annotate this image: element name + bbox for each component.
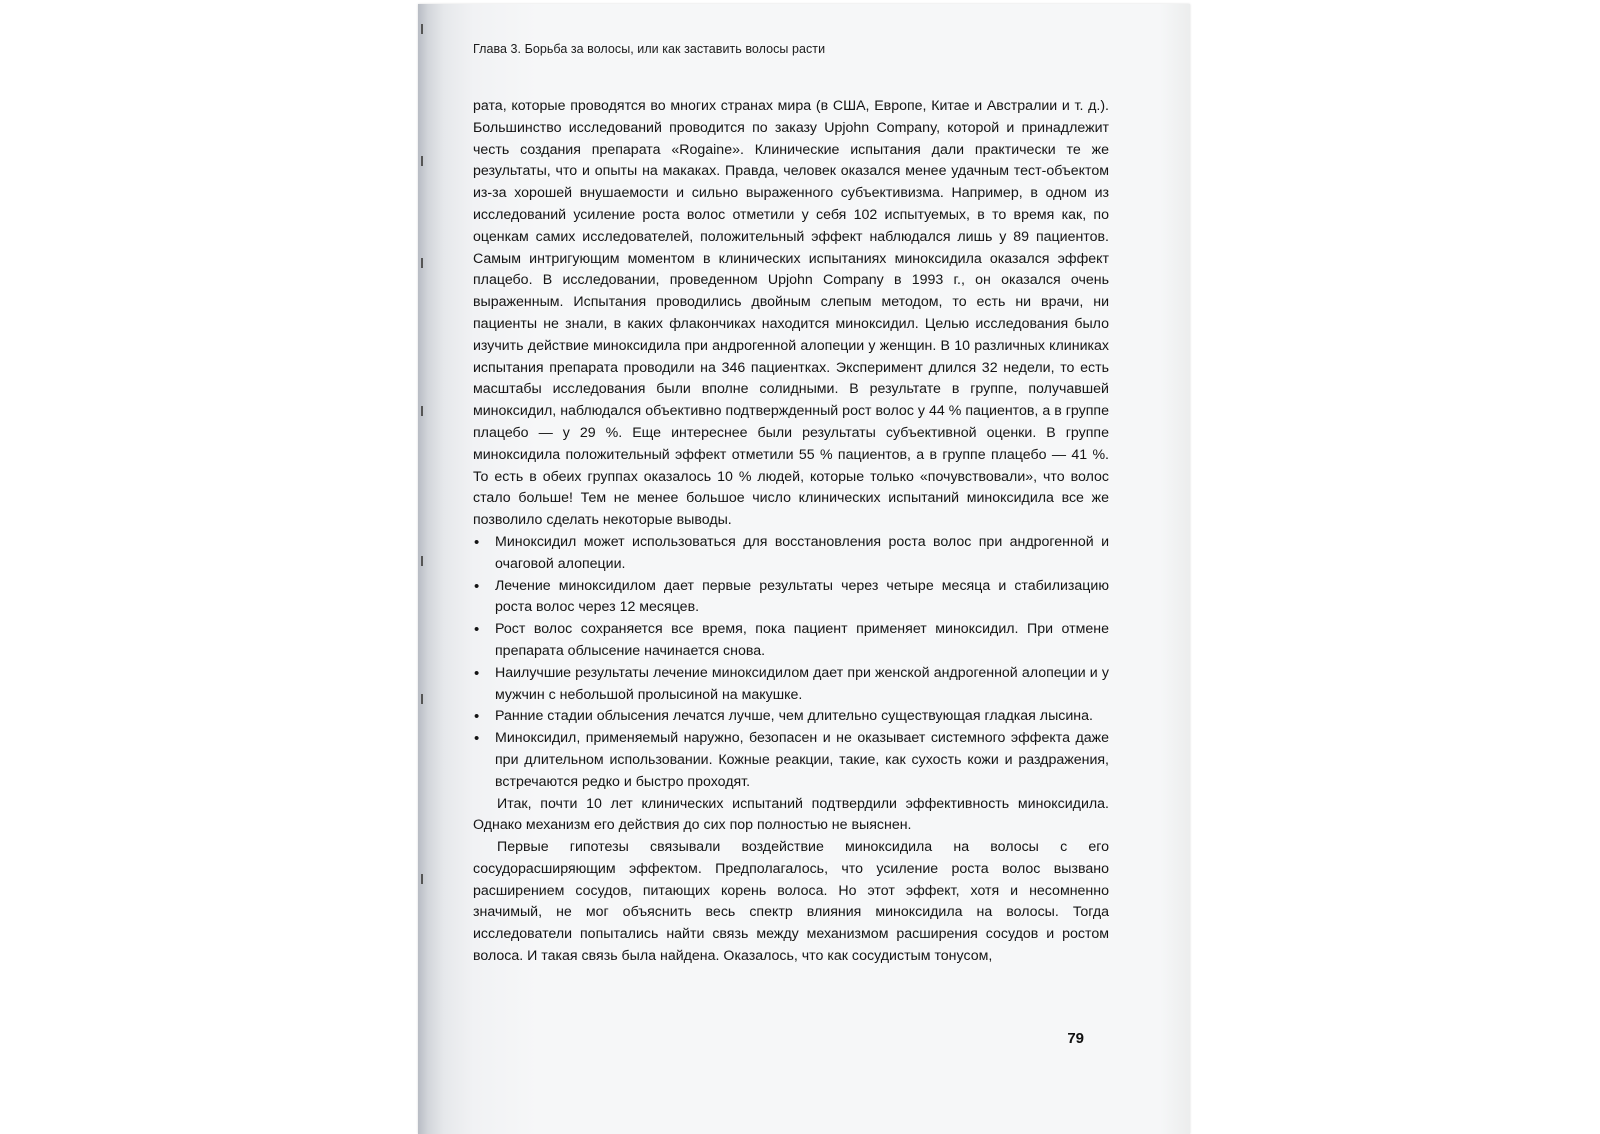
list-item xyxy=(473,532,1109,576)
intro-paragraph: рата, которые проводятся во многих странах мира (в США, Европе, Китае и Австралии и т. д.). Большинство исследований проводится по заказу Upjohn Company, которой и принадлежит честь создания препарата «Rogaine». Клинические испытания дали практически те же результаты, что и опыты на макаках. Правда, человек оказался менее удачным тест-объектом из-за хорошей внушаемости и сильно выраженного субъективизма. Например, в одном из исследований усиление роста волос отметили у себя 102 испытуемых, в то время как, по оценкам самих исследователей, положительный эффект наблюдался лишь у 89 пациентов. Самым интригующим моментом в клинических испытаниях миноксидила оказался эффект плацебо. В исследовании, проведенном Upjohn Company в 1993 г., он оказался очень выраженным. Испытания проводились двойным слепым методом, то есть ни врачи, ни пациенты не знали, в каких флакончиках находится миноксидил. Целью исследования было изучить действие миноксидила при андрогенной алопеции у женщин. В 10 различных клиниках испытания препарата проводили на 346 пациентках. Эксперимент длился 32 недели, то есть масштабы исследования были вполне солидными. В результате в группе, получавшей миноксидил, наблюдался объективно подтвержденный рост волос у 44 % пациентов, а в группе плацебо — у 29 %. Еще интереснее были результаты субъективной оценки. В группе миноксидила положительный эффект отметили 55 % пациентов, а в группе плацебо — 41 %. То есть в обеих группах оказалось 10 % людей, которые только «почувствовали», что волос стало больше! Тем не менее большое число клинических испытаний миноксидила все же позволило сделать некоторые выводы. xyxy=(473,98,1109,529)
book-page xyxy=(418,4,1190,1134)
list-item xyxy=(473,619,1109,663)
bullet-icon: • xyxy=(474,730,480,748)
spine-mark xyxy=(421,156,423,166)
bullet-icon: • xyxy=(474,533,480,551)
list-item-text: Лечение миноксидилом дает первые результаты через четыре месяца и стабилизацию роста волос через 12 месяцев. xyxy=(495,577,1109,616)
list-item-text: Ранние стадии облысения лечатся лучше, чем длительно существующая гладкая лысина. xyxy=(495,708,1093,725)
list-item-text: Миноксидил может использоваться для восстановления роста волос при андрогенной и очаговой алопеции. xyxy=(495,533,1109,572)
list-item-text: Наилучшие результаты лечение миноксидилом дает при женской андрогенной алопеции и у мужчин с небольшой пролысиной на макушке. xyxy=(495,664,1109,703)
spine-mark xyxy=(421,406,423,416)
spine-mark xyxy=(421,24,423,34)
bullet-icon: • xyxy=(474,708,480,726)
bullet-icon: • xyxy=(474,577,480,595)
conclusions-list xyxy=(473,532,1109,794)
bullet-icon: • xyxy=(474,664,480,682)
spine-mark xyxy=(421,258,423,268)
list-item xyxy=(473,576,1109,620)
spine-mark xyxy=(421,874,423,884)
paragraph-hypotheses: Первые гипотезы связывали воздействие миноксидила на волосы с его сосудорасширяющим эффектом. Предполагалось, что усиление роста волос вызвано расширением сосудов, питающих корень волоса. Но этот эффект, хотя и несомненно значимый, не мог объяснить весь спектр влияния миноксидила на волосы. Тогда исследователи попытались найти связь между механизмом расширения сосудов и ростом волоса. И такая связь была найдена. Оказалось, что как сосудистым тонусом, xyxy=(473,839,1109,965)
list-item-text: Рост волос сохраняется все время, пока пациент применяет миноксидил. При отмене препарата облысение начинается снова. xyxy=(495,621,1109,659)
bullet-icon: • xyxy=(474,621,480,639)
list-item xyxy=(473,663,1109,707)
body-text xyxy=(473,96,1109,968)
list-item xyxy=(473,728,1109,793)
running-head: Глава 3. Борьба за волосы, или как заставить волосы расти xyxy=(473,42,826,56)
list-item-text: Миноксидил, применяемый наружно, безопасен и не оказывает системного эффекта даже при длительном использовании. Кожные реакции, такие, как сухость кожи и раздражения, встречаются редко и быстро проходят. xyxy=(495,730,1109,790)
paragraph-summary: Итак, почти 10 лет клинических испытаний подтвердили эффективность миноксидила. Однако механизм его действия до сих пор полностью не выяснен. xyxy=(473,795,1109,834)
page-number: 79 xyxy=(1067,1030,1084,1047)
spine-mark xyxy=(421,694,423,704)
spine-mark xyxy=(421,556,423,566)
list-item xyxy=(473,706,1109,728)
